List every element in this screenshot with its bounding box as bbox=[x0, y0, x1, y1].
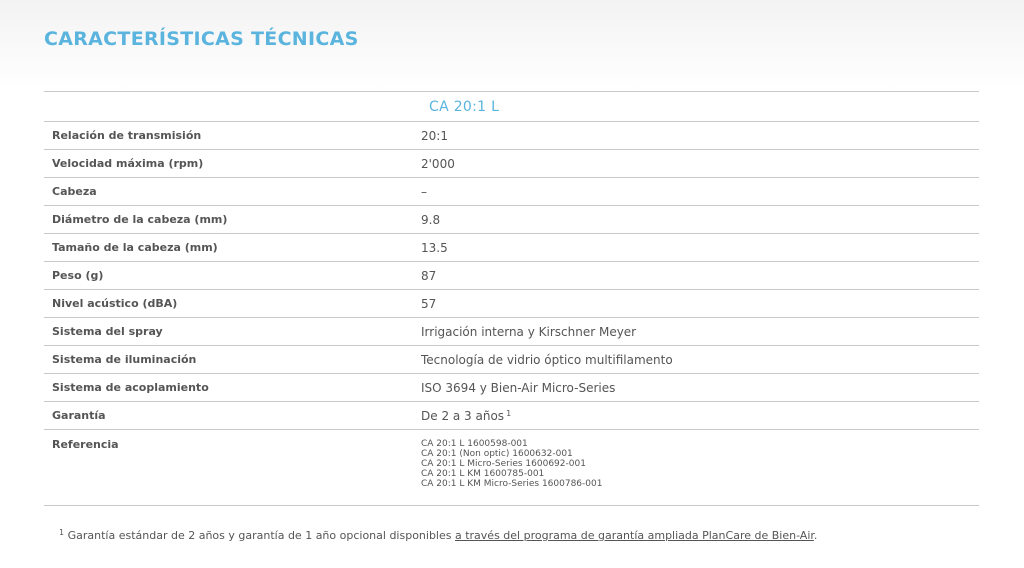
spec-label: Sistema del spray bbox=[52, 325, 163, 338]
table-header-row bbox=[44, 92, 979, 122]
spec-value: 87 bbox=[421, 268, 437, 283]
spec-label: Garantía bbox=[52, 409, 106, 422]
spec-label: Relación de transmisión bbox=[52, 129, 202, 142]
spec-value: 57 bbox=[421, 296, 437, 311]
plancare-link[interactable]: a través del programa de garantía ampliada PlanCare de Bien-Air bbox=[454, 529, 814, 542]
spec-value: 20:1 bbox=[421, 128, 448, 143]
spec-label: Cabeza bbox=[52, 185, 97, 198]
spec-value: 9.8 bbox=[421, 212, 441, 227]
table-row-reference bbox=[44, 430, 979, 506]
spec-label: Sistema de acoplamiento bbox=[52, 381, 209, 394]
footnote-end: . bbox=[813, 529, 818, 542]
product-name: CA 20:1 L bbox=[429, 98, 500, 115]
specs-table bbox=[44, 91, 979, 506]
footnote-mark: 1 bbox=[59, 528, 65, 537]
spec-value: ISO 3694 y Bien-Air Micro-Series bbox=[421, 380, 616, 395]
spec-value: Tecnología de vidrio óptico multifilamento bbox=[421, 352, 673, 367]
reference-item: CA 20:1 L Micro-Series 1600692-001 bbox=[421, 459, 586, 469]
spec-label: Velocidad máxima (rpm) bbox=[52, 157, 204, 170]
table-row bbox=[44, 150, 979, 178]
spec-value: Irrigación interna y Kirschner Meyer bbox=[421, 324, 637, 339]
table-row bbox=[44, 346, 979, 374]
spec-value bbox=[421, 409, 979, 423]
table-row bbox=[44, 178, 979, 206]
footnote-ref: 1 bbox=[506, 408, 512, 418]
spec-label: Diámetro de la cabeza (mm) bbox=[52, 213, 228, 226]
spec-label: Referencia bbox=[52, 438, 119, 451]
table-row bbox=[44, 318, 979, 346]
spec-label: Sistema de iluminación bbox=[52, 353, 197, 366]
spec-value: 13.5 bbox=[421, 240, 448, 255]
spec-label: Tamaño de la cabeza (mm) bbox=[52, 241, 218, 254]
table-row bbox=[44, 234, 979, 262]
reference-item: CA 20:1 (Non optic) 1600632-001 bbox=[421, 449, 573, 459]
spec-value: – bbox=[421, 184, 427, 199]
table-row bbox=[44, 122, 979, 150]
page-title: CARACTERÍSTICAS TÉCNICAS bbox=[44, 28, 359, 50]
table-row bbox=[44, 402, 979, 430]
table-row bbox=[44, 290, 979, 318]
reference-item: CA 20:1 L 1600598-001 bbox=[421, 439, 528, 449]
spec-label: Peso (g) bbox=[52, 269, 104, 282]
warranty-text: De 2 a 3 años bbox=[421, 408, 505, 423]
reference-item: CA 20:1 L KM 1600785-001 bbox=[421, 469, 545, 479]
spec-value: 2'000 bbox=[421, 156, 455, 171]
table-row bbox=[44, 262, 979, 290]
reference-list bbox=[421, 430, 979, 489]
reference-item: CA 20:1 L KM Micro-Series 1600786-001 bbox=[421, 479, 603, 489]
table-row bbox=[44, 206, 979, 234]
footnote-text: Garantía estándar de 2 años y garantía de 1 año opcional disponibles bbox=[67, 529, 455, 542]
spec-label: Nivel acústico (dBA) bbox=[52, 297, 178, 310]
footnote bbox=[57, 528, 817, 542]
table-row bbox=[44, 374, 979, 402]
